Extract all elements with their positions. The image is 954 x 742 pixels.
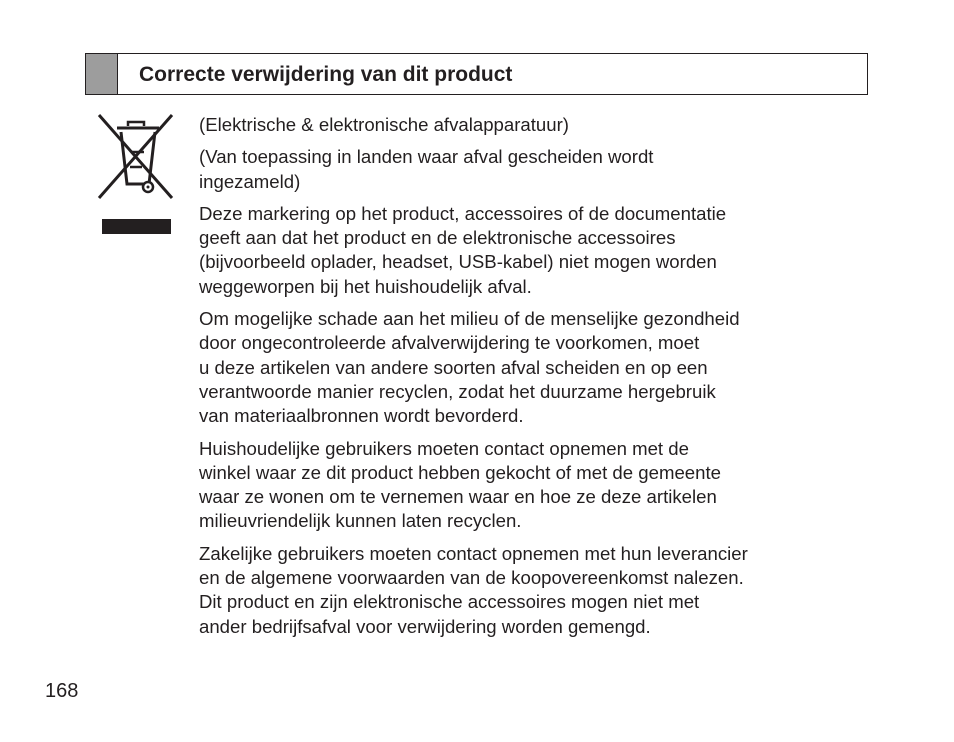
crossed-out-wheelie-bin-icon [96,112,176,236]
header-tab-marker [86,54,118,94]
paragraph-category: (Elektrische & elektronische afvalapparatuur) [199,114,569,135]
paragraph-household-users: Huishoudelijke gebruikers moeten contact opnemen met de winkel waar ze dit product hebben gekocht of met de gemeente waar ze wonen om te vernemen waar en hoe ze deze artikelen milieuvriendelijk kunnen laten recyclen. [199,437,721,532]
paragraph-business-users: Zakelijke gebruikers moeten contact opnemen met hun leverancier en de algemene voorwaarden van de koopovereenkomst nalezen. Dit product en zijn elektronische accessoires mogen niet met ander bedrijfsafval voor verwijdering worden gemengd. [199,542,748,637]
disposal-text [199,113,869,647]
paragraph-applicability: (Van toepassing in landen waar afval gescheiden wordt ingezameld) [199,146,654,192]
section-header [85,53,868,95]
section-title: Correcte verwijdering van dit product [139,63,513,86]
page-number: 168 [45,680,79,702]
paragraph-marking: Deze markering op het product, accessoires of de documentatie geeft aan dat het product en de elektronische accessoires (bijvoorbeeld oplader, headset, USB-kabel) niet mogen worden weggeworpen bij het huishoudelijk afval. [199,202,727,297]
paragraph-environment: Om mogelijke schade aan het milieu of de menselijke gezondheid door ongecontroleerde afvalverwijdering te voorkomen, moet u deze artikelen van andere soorten afval scheiden en op een verantwoorde manier recyclen, zodat het duurzame hergebruik van materiaalbronnen wordt bevorderd. [199,308,740,427]
